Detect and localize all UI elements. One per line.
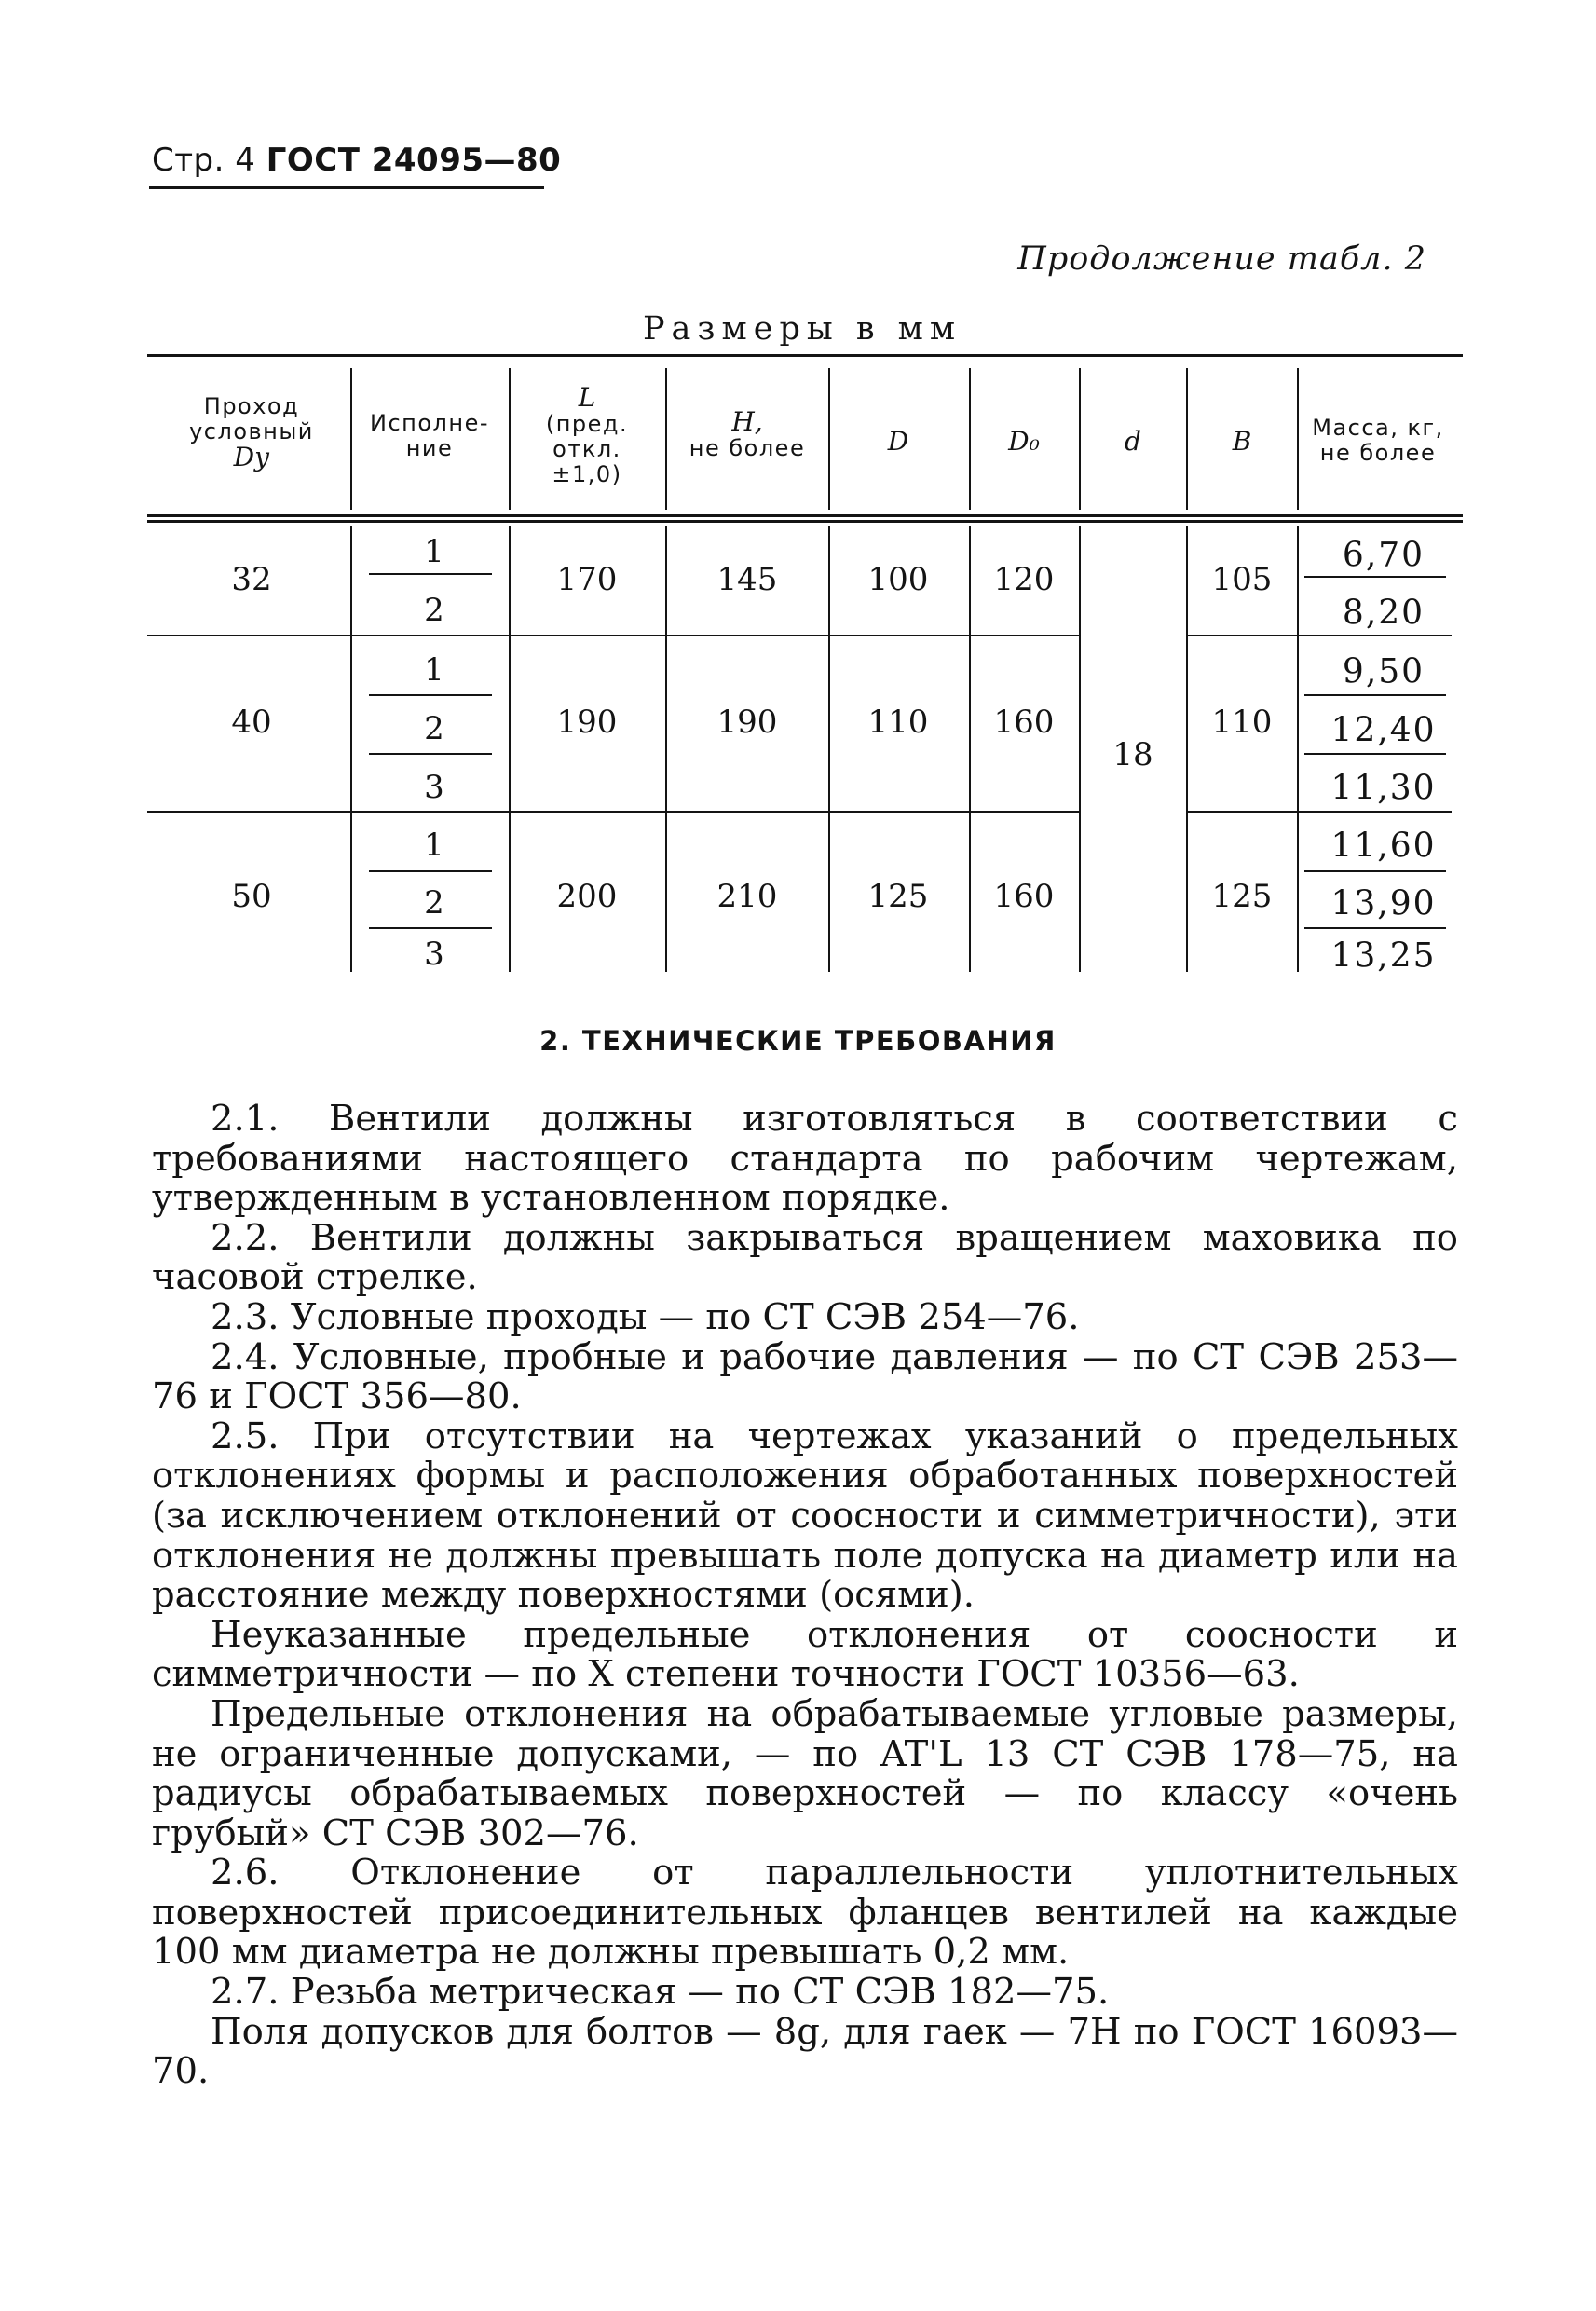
- col-head-dy: Проход условный Dу: [189, 393, 314, 472]
- cell-mass: 13,25: [1330, 937, 1437, 976]
- header-double-rule-a: [147, 514, 1463, 517]
- hdr-vline: [969, 368, 971, 510]
- col-head-l: L (пред. откл. ±1,0): [545, 382, 629, 487]
- body-vline: [969, 526, 971, 972]
- cell-d0: 160: [993, 878, 1055, 915]
- group-rule: [1186, 811, 1297, 813]
- body-vline: [350, 526, 352, 972]
- paragraph-2-1: 2.1. Вентили должны изготовляться в соответствии с требованиями настоящего стандарта по рабочим чертежам, утвержденным в установленном порядке.: [152, 1098, 1458, 1220]
- cell-mass: 6,70: [1342, 536, 1425, 575]
- paragraph-2-5: 2.5. При отсутствии на чертежах указаний о предельных отклонениях формы и расположения обработанных поверхностей (за исключением отклонений от соосности и симметричности), эти отклонения не должны превышать поле допуска на диаметр или на расстояние между поверхностями (осями).: [152, 1415, 1458, 1617]
- paragraph-2-7-tolerances: Поля допусков для болтов — 8g, для гаек — 7H по ГОСТ 16093—70.: [152, 2010, 1458, 2093]
- cell-dy: 50: [231, 878, 272, 915]
- cell-b: 105: [1211, 561, 1273, 598]
- sub-rule: [1304, 576, 1446, 578]
- group-rule: [1297, 811, 1452, 813]
- cell-h: 145: [716, 561, 778, 598]
- sub-rule: [369, 694, 492, 696]
- group-rule: [147, 635, 1079, 636]
- paragraph-2-4: 2.4. Условные, пробные и рабочие давления — по СТ СЭВ 253—76 и ГОСТ 356—80.: [152, 1335, 1458, 1418]
- cell-variant: 3: [424, 936, 444, 973]
- cell-dy: 32: [231, 561, 272, 598]
- cell-h: 210: [716, 878, 778, 915]
- hdr-vline: [509, 368, 511, 510]
- cell-variant: 3: [424, 769, 444, 806]
- hdr-vline: [828, 368, 830, 510]
- cell-variant: 1: [424, 827, 444, 864]
- cell-d-common: 18: [1112, 736, 1153, 773]
- cell-dy: 40: [231, 704, 272, 741]
- hdr-vline: [1186, 368, 1188, 510]
- cell-d: 110: [867, 704, 929, 741]
- cell-variant: 1: [424, 533, 444, 570]
- body-vline: [509, 526, 511, 972]
- cell-variant: 2: [424, 592, 444, 629]
- group-rule: [147, 811, 1079, 813]
- cell-mass: 12,40: [1330, 711, 1437, 750]
- table-continuation: Продолжение табл. 2: [1017, 240, 1426, 278]
- body-vline: [1186, 526, 1188, 972]
- group-rule: [1297, 635, 1452, 636]
- sub-rule: [369, 927, 492, 929]
- body-vline: [665, 526, 667, 972]
- col-head-variant: Исполне- ние: [370, 410, 489, 461]
- cell-d0: 120: [993, 561, 1055, 598]
- cell-l: 170: [556, 561, 618, 598]
- paragraph-2-5-coaxiality: Неуказанные предельные отклонения от соосности и симметричности — по X степени точности ГОСТ 10356—63.: [152, 1613, 1458, 1696]
- cell-variant: 1: [424, 651, 444, 689]
- sub-rule: [1304, 694, 1446, 696]
- paragraph-2-3: 2.3. Условные проходы — по СТ СЭВ 254—76.: [211, 1295, 1080, 1338]
- cell-d: 100: [867, 561, 929, 598]
- sub-rule: [369, 753, 492, 755]
- standard-number: ГОСТ 24095—80: [266, 142, 562, 179]
- cell-d: 125: [867, 878, 929, 915]
- cell-mass: 8,20: [1342, 594, 1425, 633]
- cell-mass: 13,90: [1330, 884, 1437, 923]
- table-top-rule: [147, 354, 1463, 357]
- col-head-mass: Масса, кг, не более: [1312, 415, 1444, 466]
- sub-rule: [369, 573, 492, 575]
- section-title: 2. ТЕХНИЧЕСКИЕ ТРЕБОВАНИЯ: [539, 1025, 1057, 1057]
- sub-rule: [1304, 753, 1446, 755]
- table-units: Размеры в мм: [643, 310, 962, 348]
- cell-l: 200: [556, 878, 618, 915]
- cell-mass: 11,60: [1330, 827, 1437, 866]
- paragraph-2-5-angular: Предельные отклонения на обрабатываемые угловые размеры, не ограниченные допусками, — по AT'L 13 СТ СЭВ 178—75, на радиусы обрабатываемых поверхностей — по классу «очень грубый» СТ СЭВ 302—76.: [152, 1692, 1458, 1854]
- sub-rule: [1304, 927, 1446, 929]
- cell-variant: 2: [424, 710, 444, 747]
- cell-b: 125: [1211, 878, 1273, 915]
- hdr-vline: [350, 368, 352, 510]
- group-rule: [1186, 635, 1297, 636]
- paragraph-2-6: 2.6. Отклонение от параллельности уплотнительных поверхностей присоединительных фланцев вентилей на каждые 100 мм диаметра не должны превышать 0,2 мм.: [152, 1852, 1458, 1974]
- body-vline: [1079, 526, 1081, 972]
- sub-rule: [369, 870, 492, 872]
- sub-rule: [1304, 870, 1446, 872]
- cell-variant: 2: [424, 884, 444, 922]
- body-vline: [828, 526, 830, 972]
- header-double-rule-b: [147, 520, 1463, 523]
- cell-b: 110: [1211, 704, 1273, 741]
- cell-d0: 160: [993, 704, 1055, 741]
- requirements-text: [152, 1100, 1458, 2092]
- cell-l: 190: [556, 704, 618, 741]
- col-head-d0: D₀: [1008, 426, 1040, 457]
- col-head-d-small: d: [1125, 426, 1141, 457]
- col-head-h: H, не более: [689, 406, 806, 461]
- page-header: [152, 142, 561, 179]
- cell-mass: 9,50: [1342, 652, 1425, 691]
- hdr-vline: [1297, 368, 1299, 510]
- col-head-d-big: D: [887, 426, 909, 457]
- cell-h: 190: [716, 704, 778, 741]
- header-rule: [149, 186, 544, 189]
- paragraph-2-2: 2.2. Вентили должны закрываться вращением маховика по часовой стрелке.: [152, 1216, 1458, 1299]
- page-number: Стр. 4: [152, 142, 256, 179]
- hdr-vline: [1079, 368, 1081, 510]
- hdr-vline: [665, 368, 667, 510]
- paragraph-2-7: 2.7. Резьба метрическая — по СТ СЭВ 182—75.: [211, 1971, 1110, 2014]
- cell-mass: 11,30: [1330, 769, 1437, 808]
- body-vline: [1297, 526, 1299, 972]
- col-head-b: B: [1232, 426, 1252, 457]
